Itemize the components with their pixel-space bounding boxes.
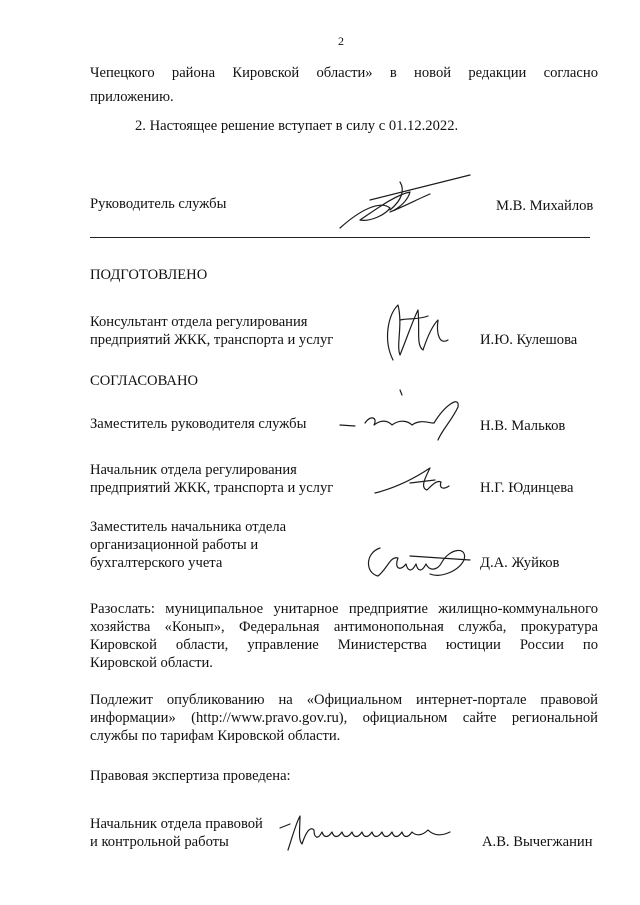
agreed-2-position-1: Начальник отдела регулирования xyxy=(90,462,297,478)
agreed-2-signature-image xyxy=(365,458,465,503)
agreed-3-position-2: организационной работы и xyxy=(90,537,259,553)
prepared-heading: ПОДГОТОВЛЕНО xyxy=(90,267,208,283)
publication-line-3: службы по тарифам Кировской области. xyxy=(90,728,341,744)
agreed-3-position-3: бухгалтерского учета xyxy=(90,555,223,571)
legal-position-2: и контрольной работы xyxy=(90,834,229,850)
separator-line xyxy=(90,237,590,238)
agreed-3-name: Д.А. Жуйков xyxy=(480,555,560,571)
prepared-position-1: Консультант отдела регулирования xyxy=(90,314,308,330)
agreed-1-name: Н.В. Мальков xyxy=(480,418,566,434)
distribution-line-1: Разослать: муниципальное унитарное предприятие жилищно-коммунального xyxy=(90,601,598,617)
prepared-name: И.Ю. Кулешова xyxy=(480,332,578,348)
publication-line-2: информации» (http://www.pravo.gov.ru), официальном сайте региональной xyxy=(90,710,598,726)
legal-position-1: Начальник отдела правовой xyxy=(90,816,263,832)
legal-review-statement: Правовая экспертиза проведена: xyxy=(90,768,291,784)
agreed-3-position-1: Заместитель начальника отдела xyxy=(90,519,287,535)
agreed-2-name: Н.Г. Юдинцева xyxy=(480,480,574,496)
agreed-2-position-2: предприятий ЖКК, транспорта и услуг xyxy=(90,480,334,496)
legal-signature-image xyxy=(270,808,470,858)
head-signature-image xyxy=(330,170,480,240)
prepared-position-2: предприятий ЖКК, транспорта и услуг xyxy=(90,332,334,348)
intro-line-1: Чепецкого района Кировской области» в новой редакции согласно xyxy=(90,65,598,81)
agreed-1-position: Заместитель руководителя службы xyxy=(90,416,307,432)
agreed-heading: СОГЛАСОВАНО xyxy=(90,373,199,389)
prepared-signature-image xyxy=(378,290,458,370)
intro-line-2: приложению. xyxy=(90,89,174,105)
head-position: Руководитель службы xyxy=(90,196,227,212)
distribution-line-2: хозяйства «Конып», Федеральная антимонопольная служба, прокуратура xyxy=(90,619,598,635)
point-2: 2. Настоящее решение вступает в силу с 01.12.2022. xyxy=(135,118,459,134)
legal-name: А.В. Вычегжанин xyxy=(482,834,593,850)
publication-line-1: Подлежит опубликованию на «Официальном интернет-портале правовой xyxy=(90,692,598,708)
page-number: 2 xyxy=(338,34,344,48)
agreed-3-signature-image xyxy=(360,538,480,588)
distribution-line-4: Кировской области. xyxy=(90,655,213,671)
head-name: М.В. Михайлов xyxy=(496,198,594,214)
distribution-line-3: Кировской области, управление Министерства юстиции России по xyxy=(90,637,598,653)
agreed-1-signature-image xyxy=(330,385,480,445)
